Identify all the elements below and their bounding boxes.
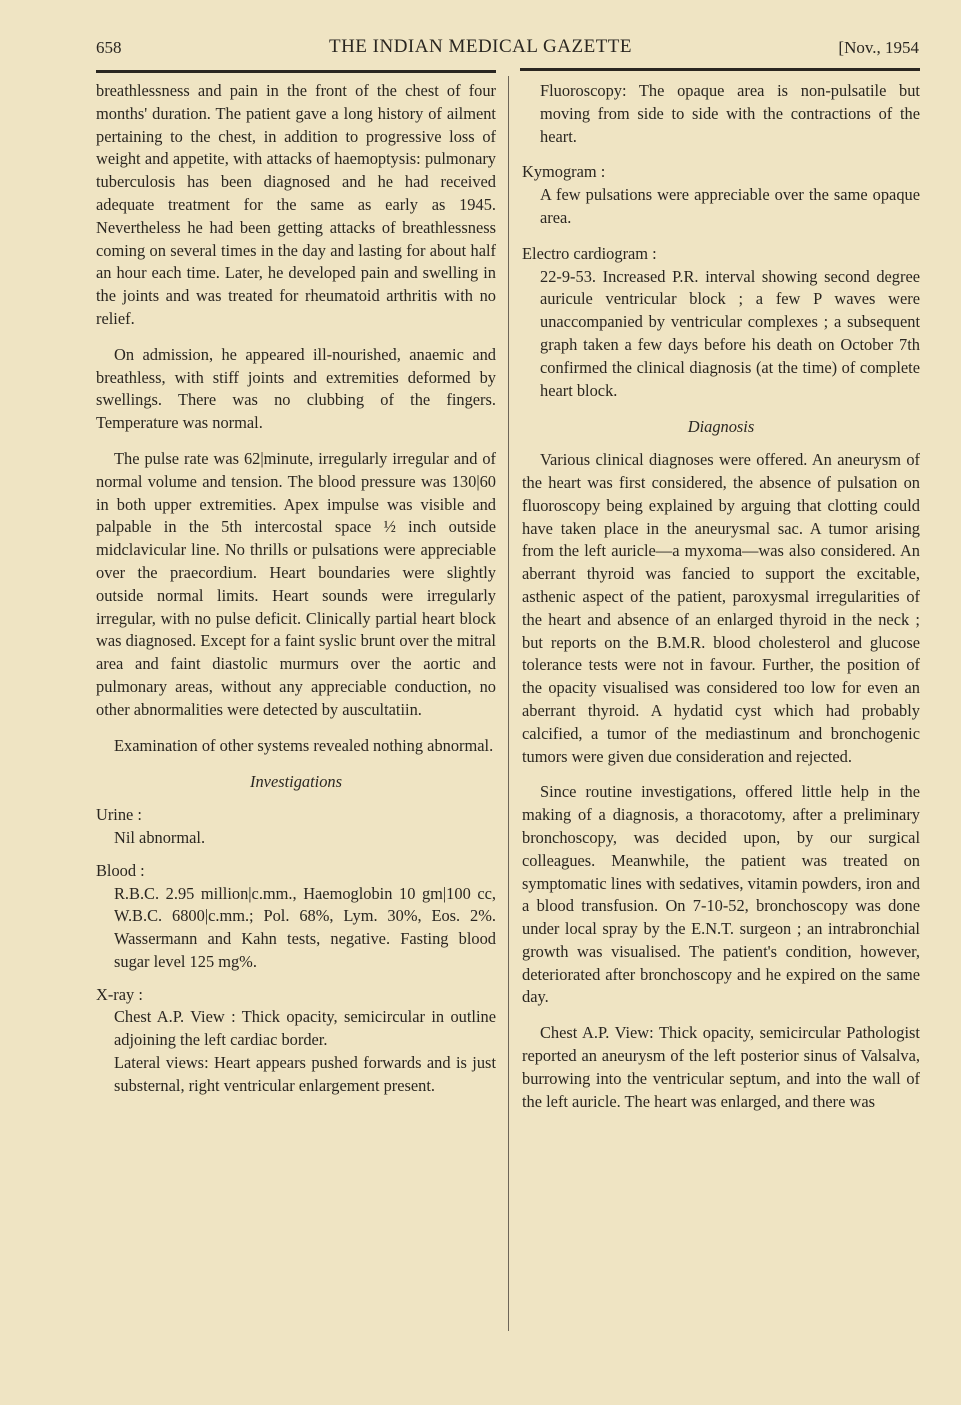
xray-chest-view: Chest A.P. View : Thick opacity, semicircular in outline adjoining the left cardiac border. [114,1007,496,1050]
urine-text: Nil abnormal. [114,827,206,847]
page-header [0,34,961,64]
blood-label: Blood : [96,860,145,880]
other-systems-paragraph: Examination of other systems revealed nothing abnormal. [114,735,494,755]
pulse-paragraph: The pulse rate was 62|minute, irregularly irregular and of normal volume and tension. The blood pressure was 130|60 in both upper extremities. Apex impulse was visible and palpable in the 5th intercostal space ½ inch outside midclavicular line. No thrills or pulsations were appreciable over the praecordium. Heart boundaries were slightly outside normal limits. Heart sounds were irregularly irregular, with no pulse deficit. Clinically partial heart block was diagnosed. Except for a faint syslic brunt over the mitral area and faint diastolic murmurs over the aortic and pulmonary areas, without any appreciable conduction, no other abnormalities were detected by auscultatiin. [96,448,496,719]
pathologist-paragraph: Chest A.P. View: Thick opacity, semicircular Pathologist reported an aneurysm of the left posterior sinus of Valsalva, burrowing into the ventricular septum, and into the wall of the left auricle. The heart was enlarged, and there was [522,1023,920,1111]
header-rule-left [96,70,496,73]
diagnosis-paragraph: Various clinical diagnoses were offered. An aneurysm of the heart was first considered, the absence of pulsation on fluoroscopy being explained by arguing that clotting could have taken place in the aneurysmal sac. A tumor arising from the left auricle—a myxoma—was also considered. An aberrant thyroid was fancied to support the excitable, asthenic aspect of the patient, paroxysmal irregularities of the heart and absence of an enlarged thyroid in the neck ; but reports on the B.M.R. blood cholesterol and glucose tolerance tests were not in favour. Further, the position of the opacity visualised was considered too low for even an aberrant thyroid. A hydatid cyst which had probably calcified, a tumor of the mediastinum and bronchogenic tumors were given due consideration and rejected. [522,450,920,766]
kymogram-label: Kymogram : [522,162,606,182]
fluoroscopy-paragraph: Fluoroscopy: The opaque area is non-pulsatile but moving from side to side with the contractions of the heart. [540,81,920,146]
right-column [522,80,920,1113]
urine-label: Urine : [96,805,142,825]
diagnosis-heading: Diagnosis [687,417,755,437]
column-divider [508,76,509,1331]
page-number: 658 [96,38,122,57]
issue-date: [Nov., 1954 [838,38,919,57]
xray-lateral-view: Lateral views: Heart appears pushed forwards and is just substernal, right ventricular enlargement present. [114,1053,496,1095]
history-paragraph: breathlessness and pain in the front of the chest of four months' duration. The patient gave a long history of ailment pertaining to the chest, in addition to progressive loss of weight and appetite, with attacks of haemoptysis: pulmonary tuberculosis has been diagnosed and he had received adequate treatment for the same as early as 1945. Nevertheless he had been getting attacks of breathlessness coming on several times in the day and lasting for about half an hour each time. Later, he developed pain and swelling in the joints and was treated for rheumatoid arthritis with no relief. [96,81,496,328]
kymogram-text: A few pulsations were appreciable over the same opaque area. [540,185,920,227]
journal-title: THE INDIAN MEDICAL GAZETTE [328,36,633,57]
left-column [96,80,496,1098]
ecg-label: Electro cardiogram : [522,243,657,263]
header-rule-right [520,68,920,71]
admission-paragraph: On admission, he appeared ill-nourished, anaemic and breathless, with stiff joints and extremities deformed by swellings. There was no clubbing of the fingers. Temperature was normal. [96,344,496,433]
xray-label: X-ray : [96,984,143,1004]
investigations-heading: Investigations [250,772,342,792]
ecg-text: 22-9-53. Increased P.R. interval showing second degree auricule ventricular block ; a few P waves were unaccompanied by ventricular complexes ; a subsequent graph taken a few days before his death on October 7th confirmed the clinical diagnosis (at the time) of complete heart block. [540,266,920,400]
thoracotomy-paragraph: Since routine investigations, offered little help in the making of a diagnosis, a thoracotomy, after a preliminary bronchoscopy, was decided upon, by our surgical colleagues. Meanwhile, the patient was treated on symptomatic lines with sedatives, vitamin powders, iron and a blood transfusion. On 7-10-52, bronchoscopy was done under local spray by the E.N.T. surgeon ; an intrabronchial growth was visualised. The patient's condition, however, deteriorated after bronchoscopy and he expired on the same day. [522,782,920,1007]
blood-text: R.B.C. 2.95 million|c.mm., Haemoglobin 10 gm|100 cc, W.B.C. 6800|c.mm.; Pol. 68%, Lym. 30%, Eos. 2%. Wassermann and Kahn tests, negative. Fasting blood sugar level 125 mg%. [114,883,496,971]
